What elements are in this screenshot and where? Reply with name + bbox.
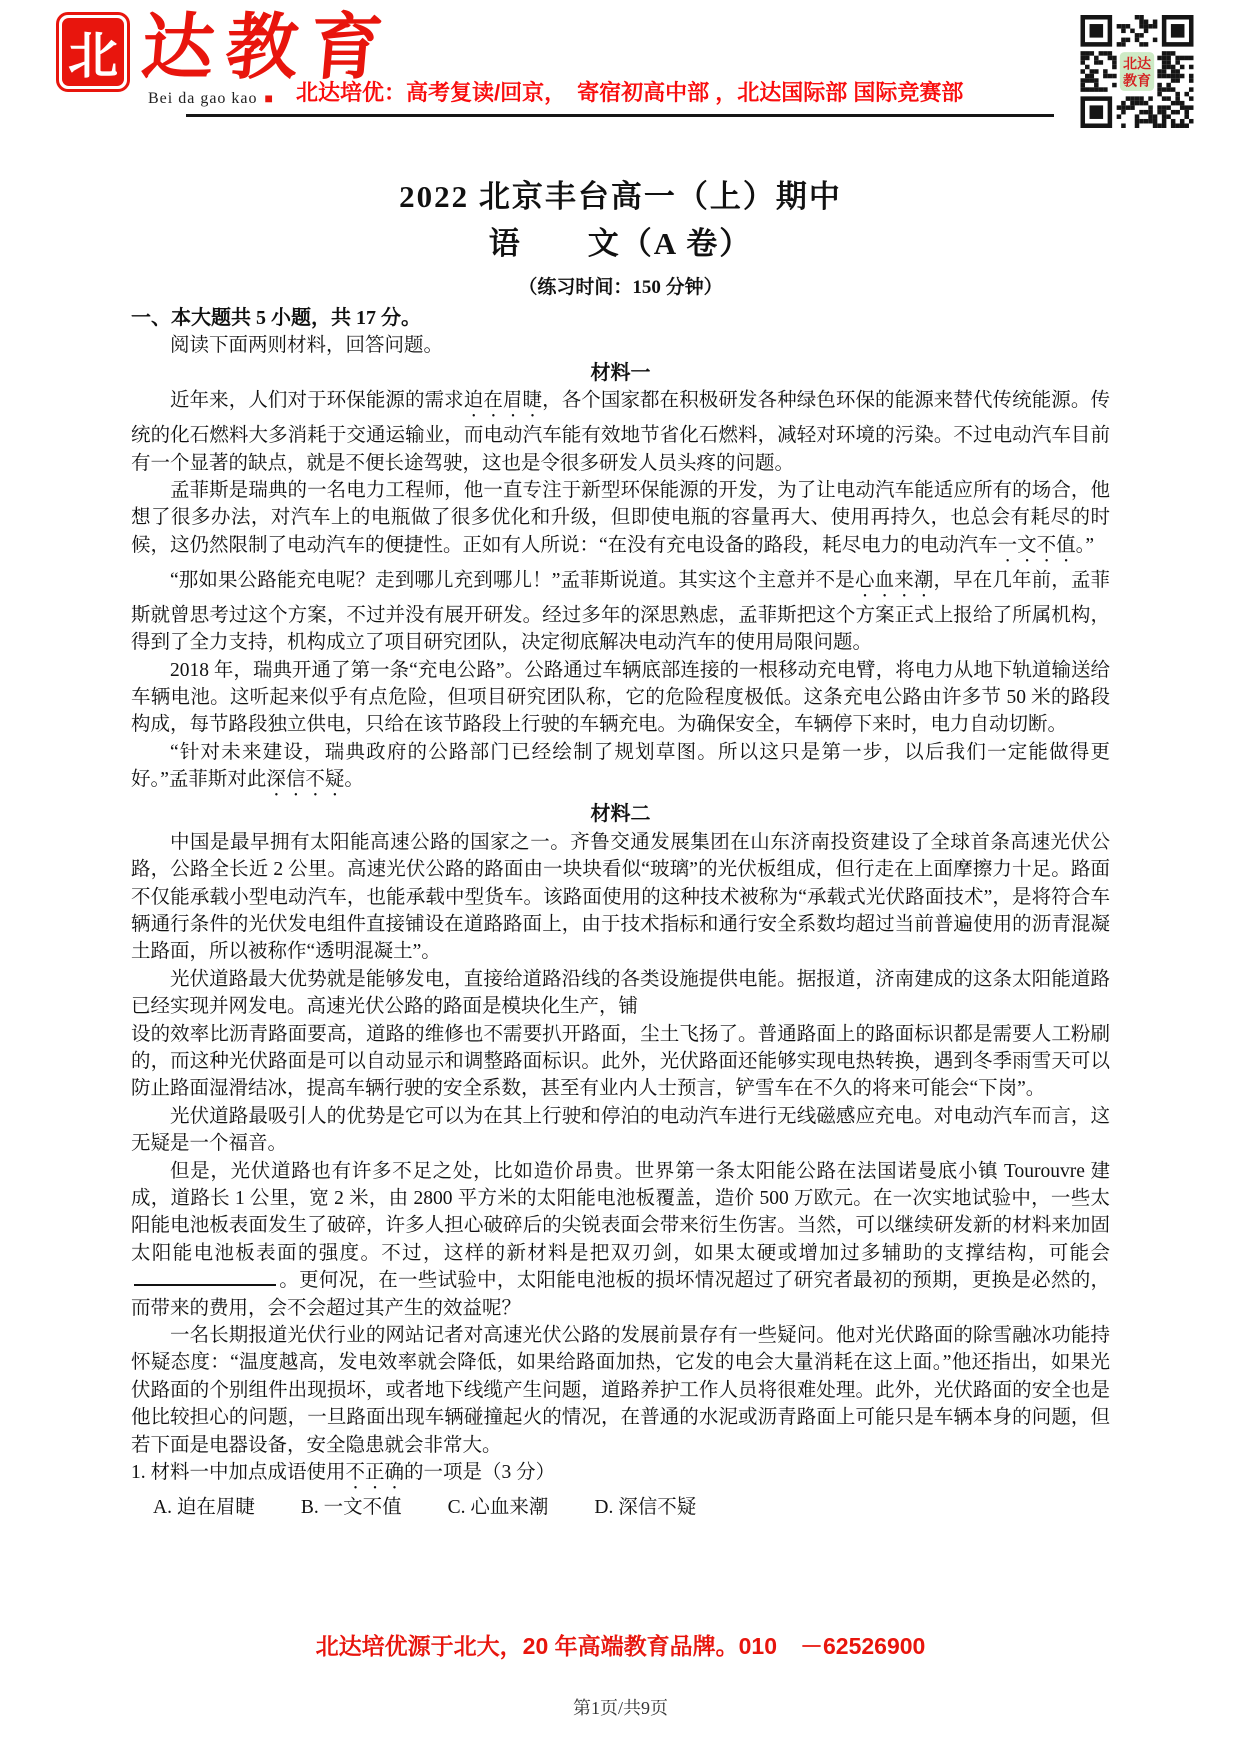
beida-logo-calligraphy: 达教育 bbox=[138, 4, 398, 89]
exam-title: 2022 北京丰台高一（上）期中 bbox=[399, 179, 842, 214]
qr-code bbox=[1076, 15, 1198, 128]
title-block bbox=[0, 174, 1241, 308]
red-square-icon: ■ bbox=[264, 92, 274, 107]
emphasized-word: 不正确 bbox=[345, 1462, 405, 1484]
page-number: 第1页/共9页 bbox=[572, 1698, 668, 1718]
option-a: A. 迫在眉睫 bbox=[153, 1497, 255, 1519]
material2-paragraph-1: 中国是最早拥有太阳能高速公路的国家之一。齐鲁交通发展集团在山东济南投资建设了全球首条高速光伏公路，公路全长近 2 公里。高速光伏公路的路面由一块块看似“玻璃”的光伏板组成，但行走在上面摩擦力十足。路面不仅能承载小型电动汽车，也能承载中型货车。该路面使用的这种技术被称为“承载式光伏路面技术”，是将符合车辆通行条件的光伏发电组件直接铺设在道路路面上，由于技术指标和通行安全系数均超过当前普遍使用的沥青混凝土路面，所以被称作“透明混凝土”。 bbox=[131, 831, 1110, 963]
emphasized-idiom: 深信不疑 bbox=[266, 769, 345, 791]
logo-subtitle-text: Bei da gao kao bbox=[148, 90, 258, 107]
material2-paragraph-2b: 设的效率比沥青路面要高，道路的维修也不需要扒开路面，尘土飞扬了。普通路面上的路面标识都是需要人工粉刷的，而这种光伏路面是可以自动显示和调整路面标识。此外，光伏路面还能够实现电热转换，遇到冬季雨雪天可以防止路面湿滑结冰，提高车辆行驶的安全系数，甚至有业内人士预言，铲雪车在不久的将来可能会“下岗”。 bbox=[131, 1023, 1110, 1100]
header-divider bbox=[186, 114, 1054, 117]
exam-duration: （练习时间：150 分钟） bbox=[518, 277, 723, 298]
material1-paragraph-1: 近年来，人们对于环保能源的需求迫在眉睫，各个国家都在积极研发各种绿色环保的能源来替代传统能源。传统的化石燃料大多消耗于交通运输业，而电动汽车能有效地节省化石燃料，减轻对环境的污染。不过电动汽车目前有一个显著的缺点，就是不便长途驾驶，这也是令很多研发人员头疼的问题。 bbox=[131, 390, 1110, 474]
question-1-stem: 1. 材料一中加点成语使用不正确的一项是（3 分） bbox=[131, 1462, 556, 1484]
fill-in-blank-underline bbox=[134, 1282, 276, 1286]
emphasized-idiom: 心血来潮 bbox=[854, 569, 934, 591]
material1-paragraph-4: 2018 年，瑞典开通了第一条“充电公路”。公路通过车辆底部连接的一根移动充电臂，将电力从地下轨道输送给车辆电池。这听起来似乎有点危险，但项目研究团队称，它的危险程度极低。这条充电公路由许多节 50 米的路段构成，每节路段独立供电，只给在该节路段上行驶的车辆充电。为确保安全，车辆停下来时，电力自动切断。 bbox=[131, 659, 1110, 736]
qr-center-label-line1: 北达 bbox=[1123, 57, 1151, 73]
material-one-title: 材料一 bbox=[590, 361, 651, 384]
qr-center-label-line2: 教育 bbox=[1123, 74, 1151, 90]
logo-subtitle bbox=[148, 90, 274, 108]
subject-title: 语 文（A 卷） bbox=[488, 226, 753, 261]
header-slogan: 北达培优：高考复读/回京， 寄宿初高中部 ，北达国际部 国际竞赛部 bbox=[296, 80, 964, 105]
question-1-options bbox=[131, 1494, 1110, 1521]
option-b: B. 一文不值 bbox=[300, 1497, 402, 1519]
emphasized-idiom: 一文不值 bbox=[997, 534, 1076, 556]
section-one-intro: 阅读下面两则材料，回答问题。 bbox=[170, 335, 444, 357]
material-two-title: 材料二 bbox=[590, 803, 651, 826]
footer-promo: 北达培优源于北大，20 年高端教育品牌。010 －62526900 bbox=[315, 1633, 926, 1659]
option-d: D. 深信不疑 bbox=[594, 1497, 697, 1519]
emphasized-idiom: 迫在眉睫 bbox=[463, 390, 543, 412]
material1-paragraph-3: “那如果公路能充电呢？走到哪儿充到哪儿！”孟菲斯说道。其实这个主意并不是心血来潮，早在几年前，孟菲斯就曾思考过这个方案，不过并没有展开研发。经过多年的深思熟虑，孟菲斯把这个方案正式上报给了所属机构，得到了全力支持，机构成立了项目研究团队，决定彻底解决电动汽车的使用局限问题。 bbox=[131, 569, 1110, 654]
section-one-heading: 一、本大题共 5 小题，共 17 分。 bbox=[131, 307, 421, 329]
option-c: C. 心血来潮 bbox=[447, 1497, 549, 1519]
material2-paragraph-3: 光伏道路最吸引人的优势是它可以为在其上行驶和停泊的电动汽车进行无线磁感应充电。对电动汽车而言，这无疑是一个福音。 bbox=[131, 1105, 1110, 1155]
material1-paragraph-5: “针对未来建设，瑞典政府的公路部门已经绘制了规划草图。所以这只是第一步，以后我们一定能做得更好。”孟菲斯对此深信不疑。 bbox=[131, 741, 1110, 791]
material2-paragraph-4: 但是，光伏道路也有许多不足之处，比如造价昂贵。世界第一条太阳能公路在法国诺曼底小镇 Tourouvre 建成，道路长 1 公里，宽 2 米，由 2800 平方米的太阳能电池板覆盖，造价 500 万欧元。在一次实地试验中，一些太阳能电池板表面发生了破碎，许多人担心破碎后的尖锐表面会带来衍生伤害。当然，可以继续研发新的材料来加固太阳能电池板表面的强度。不过，这样的新材料是把双刃剑，如果太硬或增加过多辅助的支撑结构，可能会。更何况，在一些试验中，太阳能电池板的损坏情况超过了研究者最初的预期，更换是必然的，而带来的费用，会不会超过其产生的效益呢？ bbox=[131, 1160, 1110, 1319]
exam-body bbox=[131, 305, 1110, 1521]
material2-paragraph-2a: 光伏道路最大优势就是能够发电，直接给道路沿线的各类设施提供电能。据报道，济南建成的这条太阳能道路已经实现并网发电。高速光伏公路的路面是模块化生产，铺 bbox=[131, 968, 1110, 1018]
seal-character: 北 bbox=[62, 18, 124, 86]
beida-logo-seal bbox=[56, 12, 130, 92]
material1-paragraph-2: 孟菲斯是瑞典的一名电力工程师，他一直专注于新型环保能源的开发，为了让电动汽车能适应所有的场合，他想了很多办法，对汽车上的电瓶做了很多优化和升级，但即使电瓶的容量再大、使用再持久，也总会有耗尽的时候，这仍然限制了电动汽车的便捷性。正如有人所说：“在没有充电设备的路段，耗尽电力的电动汽车一文不值。” bbox=[131, 480, 1110, 556]
material2-paragraph-5: 一名长期报道光伏行业的网站记者对高速光伏公路的发展前景存有一些疑问。他对光伏路面的除雪融冰功能持怀疑态度：“温度越高，发电效率就会降低，如果给路面加热，它发的电会大量消耗在这上面。”他还指出，如果光伏路面的个别组件出现损坏，或者地下线缆产生问题，道路养护工作人员将很难处理。此外，光伏路面的安全也是他比较担心的问题，一旦路面出现车辆碰撞起火的情况，在普通的水泥或沥青路面上可能只是车辆本身的问题，但若下面是电器设备，安全隐患就会非常大。 bbox=[131, 1325, 1110, 1456]
